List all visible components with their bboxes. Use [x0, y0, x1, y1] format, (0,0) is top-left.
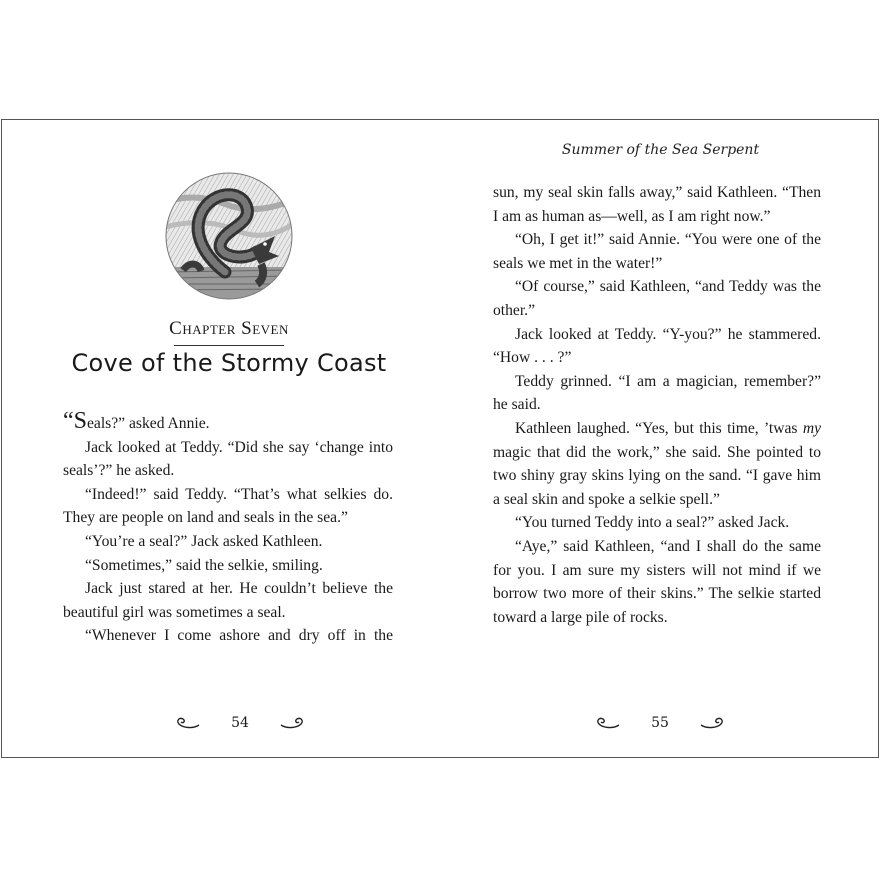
- page-footer: [175, 708, 305, 738]
- swirl-ornament-icon: [699, 716, 725, 730]
- page-number: 54: [231, 715, 249, 731]
- paragraph-text: magic that did the work,” she said. She pointed to two shiny gray skins lying on the sand. “I gave him a seal skin and spoke a selkie spell.”: [493, 443, 821, 508]
- paragraph: “Sometimes,” said the selkie, smiling.: [85, 556, 323, 574]
- paragraph: “You turned Teddy into a seal?” asked Jack.: [515, 514, 790, 532]
- running-head: Summer of the Sea Serpent: [561, 142, 760, 158]
- paragraph: sun, my seal skin falls away,” said Kathleen. “Then I am as human as—well, as I am right now.”: [493, 184, 821, 225]
- paragraph: “Aye,” said Kathleen, “and I shall do the same for you. I am sure my sisters will not mind if we borrow two more of their skins.” The selkie started toward a large pile of rocks.: [493, 537, 821, 626]
- paragraph: [63, 410, 393, 436]
- right-page: [441, 120, 880, 757]
- emphasis-text: my: [802, 419, 821, 437]
- right-body-text: [493, 181, 821, 629]
- paragraph-text: Kathleen laughed. “Yes, but this time, ’twas: [515, 419, 803, 437]
- chapter-number: Chapter Seven: [169, 318, 289, 339]
- left-page: [2, 120, 441, 757]
- paragraph: Teddy grinned. “I am a magician, remember?” he said.: [493, 372, 821, 414]
- swirl-ornament-icon: [175, 716, 201, 730]
- paragraph: “Oh, I get it!” said Annie. “You were one of the seals we met in the water!”: [493, 231, 821, 272]
- page-footer: [595, 708, 725, 738]
- paragraph: “Whenever I come ashore and dry off in the: [85, 627, 393, 645]
- sea-serpent-illustration: [165, 172, 293, 300]
- paragraph: Jack looked at Teddy. “Y-you?” he stammered. “How . . . ?”: [493, 325, 821, 367]
- paragraph-text: eals?” asked Annie.: [87, 415, 210, 432]
- chapter-title: Cove of the Stormy Coast: [71, 349, 387, 377]
- left-body-text: [63, 410, 393, 648]
- paragraph: “Of course,” said Kathleen, “and Teddy was the other.”: [493, 278, 821, 319]
- paragraph: Jack just stared at her. He couldn’t believe the beautiful girl was sometimes a seal.: [63, 580, 393, 621]
- swirl-ornament-icon: [279, 716, 305, 730]
- chapter-divider: [174, 345, 284, 346]
- paragraph: [493, 417, 821, 511]
- paragraph: “You’re a seal?” Jack asked Kathleen.: [85, 532, 323, 550]
- drop-cap: “S: [63, 408, 87, 434]
- book-spread: [1, 119, 879, 758]
- paragraph: Jack looked at Teddy. “Did she say ‘change into seals’?” he asked.: [63, 438, 393, 480]
- paragraph: “Indeed!” said Teddy. “That’s what selkies do. They are people on land and seals in the sea.”: [63, 485, 393, 527]
- page-number: 55: [651, 715, 669, 731]
- swirl-ornament-icon: [595, 716, 621, 730]
